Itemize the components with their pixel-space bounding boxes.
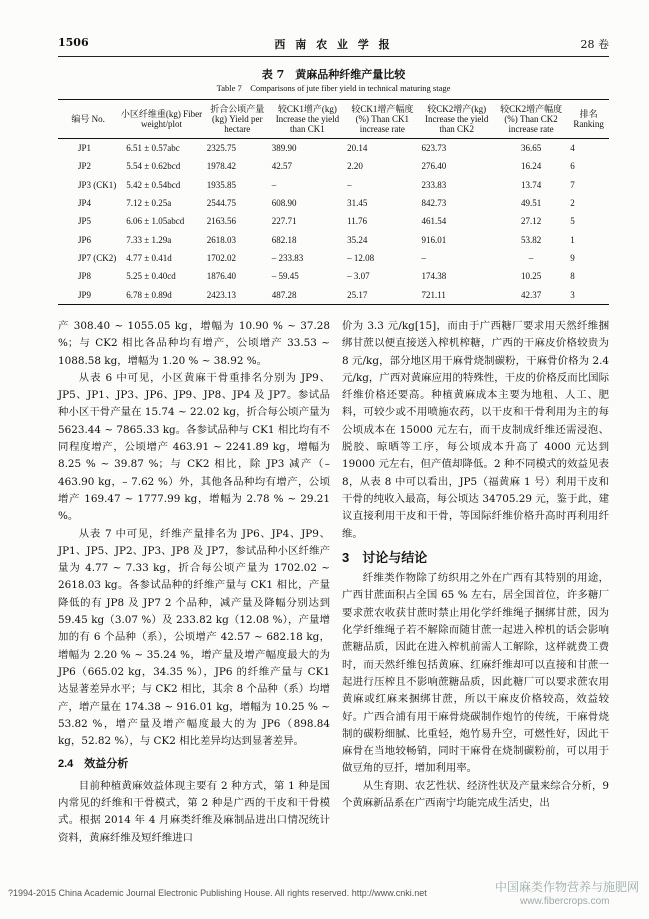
paragraph: 价为 3.3 元/kg[15]，而由于广西糖厂要求用天然纤维捆绑甘蔗以便直接送入榨机榨糖，广西的干麻皮价格较贵为 8 元/kg，部分地区用干麻骨烧制碳粉，干麻骨价格为 2.4 元/kg，广西对黄麻应用的特殊性，干皮的价格反而比国际纤维价格还要高。种植黄麻成本主要为地租、人工、肥料，可较少或不用喷施农药，以干皮和干骨利用为主的每公顷成本在 15000 元左右，而干皮制成纤维还需浸泡、脱胶、晾晒等工序，每公顷成本升高了 4000 元达到 19000 元左右，但产值却降低。2 种不同模式的效益见表 8，从表 8 中可以看出，JP5（福黄麻 1 号）利用干皮和干骨的纯收入最高，每公顷达 34705.29 元，鉴于此，建议直接利用干皮和干骨，等国际纤维价格升高时再利用纤维。 [342, 320, 609, 540]
table-cell: 1 [570, 234, 575, 245]
table-cell: 916.01 [421, 234, 447, 245]
copyright-footer: ?1994-2015 China Academic Journal Electronic Publishing House. All rights reserved. http://www.cnki.net [8, 888, 427, 898]
table-row [58, 176, 609, 194]
watermark-text: 中国麻类作物营养与施肥网 [495, 880, 640, 894]
table-cell: 9 [570, 252, 575, 263]
table-header-row [58, 100, 609, 139]
table-cell: 10.25 [520, 271, 542, 282]
paragraph: 纤维类作物除了纺织用之外在广西有其特别的用途，广西甘蔗面积占全国 65 % 左右，居全国首位，许多糖厂要求蔗农收获甘蔗时禁止用化学纤维绳子捆绑甘蔗，因为化学纤维绳子若不解除而随甘蔗一起进入榨机的话会影响蔗糖品质，因此在进入榨机前需人工解除，这样就费工费时，而天然纤维包括黄麻、红麻纤维却可以直接和甘蔗一起进行压榨且不影响蔗糖品质，因此糖厂可以要求蔗农用黄麻或红麻来捆绑甘蔗，所以干麻皮价格较高，效益较好。广西合浦有用干麻骨烧碳制作炮竹的传统，干麻骨烧制的碳粉细腻、比重轻，炮竹易升空，可燃性好，因此干麻骨在当地较畅销，同时干麻骨在烧制碳粉前，可以用于做豆角的豆扦，增加利用率。 [342, 572, 609, 775]
table-cell: 7.33 ± 1.29a [126, 234, 172, 245]
table-cell: 7.12 ± 0.25a [126, 198, 172, 209]
paragraph: 从表 7 中可见，纤维产量排名为 JP6、JP4、JP9、JP1、JP5、JP2、JP3、JP8 及 JP7，参试品种小区纤维产量为 4.77 ~ 7.33 kg，折合每公顷产量为 1702.02 ~ 2618.03 kg。各参试品种的纤维产量与 CK1 相比，产量降低的有 JP8 及 JP7 2 个品种，减产量及降幅分别达到 59.45 kg（3.07 %）及 233.82 kg（12.08 %），产量增加的有 6 个品种（系），公顷增产 42.57 ~ 682.18 kg，增幅为 2.20 % ~ 35.24 %，增产量及增产幅度最大的为 JP6（665.02 kg，34.35 %），JP6 的纤维产量与 CK1 达显著差异水平；与 CK2 相比，其余 8 个品种（系）均增产，增产量在 174.38 ~ 916.01 kg，增幅为 10.25 % ~ 53.82 %，增产量及增产幅度最大的为 JP6（898.84 kg，52.82 %），与 CK2 相比差异均达到显著差异。 [58, 527, 330, 748]
table-cell: 2 [570, 198, 575, 209]
journal-title: 西 南 农 业 学 报 [274, 38, 393, 51]
page-number: 1506 [58, 36, 89, 49]
table-cell: 36.65 [520, 143, 542, 154]
table-cell: JP8 [78, 271, 92, 282]
left-column [58, 318, 330, 847]
table-cell: 35.24 [347, 234, 368, 245]
table-row [58, 249, 609, 267]
table-cell: 8 [570, 271, 575, 282]
paragraph: 产 308.40 ~ 1055.05 kg，增幅为 10.90 % ~ 37.28 %；与 CK2 相比各品种均有增产，公顷增产 33.53 ~ 1088.58 kg，增幅为 1.20 % ~ 38.92 %。 [58, 320, 330, 367]
table-body [58, 139, 609, 305]
table-row [58, 194, 609, 212]
table-cell: 1935.85 [206, 179, 237, 190]
table-row [58, 285, 609, 304]
table-row [58, 267, 609, 285]
table-row [58, 212, 609, 230]
table-cell: 4.77 ± 0.41d [126, 252, 172, 263]
table-cell: – 59.45 [271, 271, 299, 282]
table-cell: 5.25 ± 0.40cd [126, 271, 176, 282]
table-cell: 6.06 ± 1.05abcd [126, 216, 185, 227]
table-cell: 53.82 [520, 234, 542, 245]
watermark-url: www.fibercrops.com [520, 896, 610, 907]
column-header: 编号 No. [58, 100, 118, 139]
table-cell: 721.11 [420, 285, 494, 304]
table-cell: 42.37 [494, 285, 568, 304]
table-cell: 2325.75 [206, 143, 237, 154]
section-heading-3: 3 讨论与结论 [342, 549, 428, 565]
table-cell: 5 [570, 216, 575, 227]
table-cell: 227.71 [271, 216, 297, 227]
table-cell: JP3 (CK1) [78, 179, 117, 190]
table-cell: 49.51 [520, 198, 542, 209]
table-cell: 3 [568, 285, 609, 304]
column-header: 折合公顷产量(kg) Yield per hectare [205, 100, 270, 139]
table-caption-en: Table 7 Comparisons of jute fiber yield in technical maturing stage [216, 83, 451, 93]
table-cell: JP9 [58, 285, 118, 304]
table-cell: 20.14 [347, 143, 368, 154]
table-cell: 276.40 [421, 161, 447, 172]
table-cell: JP4 [78, 198, 92, 209]
table-cell: 1876.40 [206, 271, 237, 282]
table-cell: 13.74 [520, 179, 542, 190]
table-cell: 42.57 [271, 161, 292, 172]
column-header: 小区纤维重(kg) Fiber weight/plot [118, 100, 205, 139]
table-cell: 623.73 [421, 143, 447, 154]
column-header: 较CK1增产幅度(%) Than CK1 increase rate [345, 100, 419, 139]
paragraph: 从表 6 中可见，小区黄麻干骨重排名分别为 JP9、JP5、JP1、JP3、JP6、JP9、JP8、JP4 及 JP7。参试品种小区干骨产量在 15.74 ~ 22.02 kg，折合每公顷产量为 5623.44 ~ 7865.33 kg。各参试品种与 CK1 相比均有不同程度增产，公顷增产 463.91 ~ 2241.89 kg，增幅为 8.25 % ~ 39.87 %；与 CK2 相比，除 JP3 减产（– 463.90 kg，– 7.62 %）外，其他各品种均有增产，公顷增产 169.47 ~ 1777.99 kg，增幅为 2.78 % ~ 29.21 %。 [58, 371, 330, 523]
column-header: 较CK2增产(kg) Increase the yield than CK2 [420, 100, 494, 139]
section-heading-2-4: 2.4 效益分析 [58, 758, 129, 771]
column-header: 较CK2增产幅度(%) Than CK2 increase rate [494, 100, 568, 139]
volume-label: 28 卷 [580, 38, 609, 51]
column-header: 较CK1增产(kg) Increase the yield than CK1 [270, 100, 345, 139]
table-cell: JP2 [78, 161, 92, 172]
column-header: 排名 Ranking [568, 100, 609, 139]
table-cell: 5.54 ± 0.62bcd [126, 161, 181, 172]
table-cell: 389.90 [271, 143, 297, 154]
table-caption-cn: 表 7 黄麻品种纤维产量比较 [261, 68, 406, 81]
table-cell: – 3.07 [347, 271, 370, 282]
table-cell: – 233.83 [271, 252, 304, 263]
table-cell: 233.83 [421, 179, 447, 190]
table-cell: – [421, 252, 427, 263]
table-cell: 25.17 [345, 285, 419, 304]
table-cell: 174.38 [421, 271, 447, 282]
table-cell: 461.54 [421, 216, 447, 227]
paragraph: 目前种植黄麻效益体现主要有 2 种方式，第 1 种是国内常见的纤维和干骨模式，第 2 种是广西的干皮和干骨模式。根据 2014 年 4 月麻类纤维及麻制品进出口情况统计资料，黄麻纤维及短纤维进口 [58, 779, 330, 844]
table-cell: 4 [570, 143, 575, 154]
table-cell: 842.73 [421, 198, 447, 209]
table-cell: – [271, 179, 277, 190]
jute-fiber-yield-table [58, 99, 609, 305]
header-rule [58, 56, 609, 57]
table-cell: JP6 [78, 234, 92, 245]
table-cell: 2618.03 [206, 234, 237, 245]
table-cell: 1978.42 [206, 161, 237, 172]
table-cell: 16.24 [520, 161, 542, 172]
table-cell: – [347, 179, 352, 190]
right-column [342, 318, 609, 812]
table-cell: 487.28 [270, 285, 345, 304]
table-cell: 2163.56 [206, 216, 237, 227]
table-cell: 682.18 [271, 234, 297, 245]
table-cell: 11.76 [347, 216, 368, 227]
table-row [58, 157, 609, 175]
table-cell: – 12.08 [347, 252, 375, 263]
table-cell: JP7 (CK2) [78, 252, 117, 263]
table-cell: 5.42 ± 0.54bcd [126, 179, 181, 190]
table-cell: 2544.75 [206, 198, 237, 209]
table-cell: – [528, 252, 534, 263]
table-cell: 1702.02 [206, 252, 237, 263]
running-header [58, 36, 609, 54]
table-row [58, 230, 609, 248]
table-cell: 6.51 ± 0.57abc [126, 143, 180, 154]
table-cell: 2.20 [347, 161, 363, 172]
table-cell: 27.12 [520, 216, 542, 227]
table-cell: 608.90 [271, 198, 297, 209]
table-row [58, 139, 609, 158]
table-cell: JP5 [78, 216, 92, 227]
table-cell: 31.45 [347, 198, 368, 209]
table-cell: JP1 [78, 143, 92, 154]
table-cell: 6 [570, 161, 575, 172]
table-cell: 7 [570, 179, 575, 190]
table-cell: 2423.13 [205, 285, 270, 304]
table-cell: 6.78 ± 0.89d [118, 285, 205, 304]
paragraph: 从生育期、农艺性状、经济性状及产量来综合分析，9 个黄麻新品系在广西南宁均能完成生活史，出 [342, 779, 609, 810]
